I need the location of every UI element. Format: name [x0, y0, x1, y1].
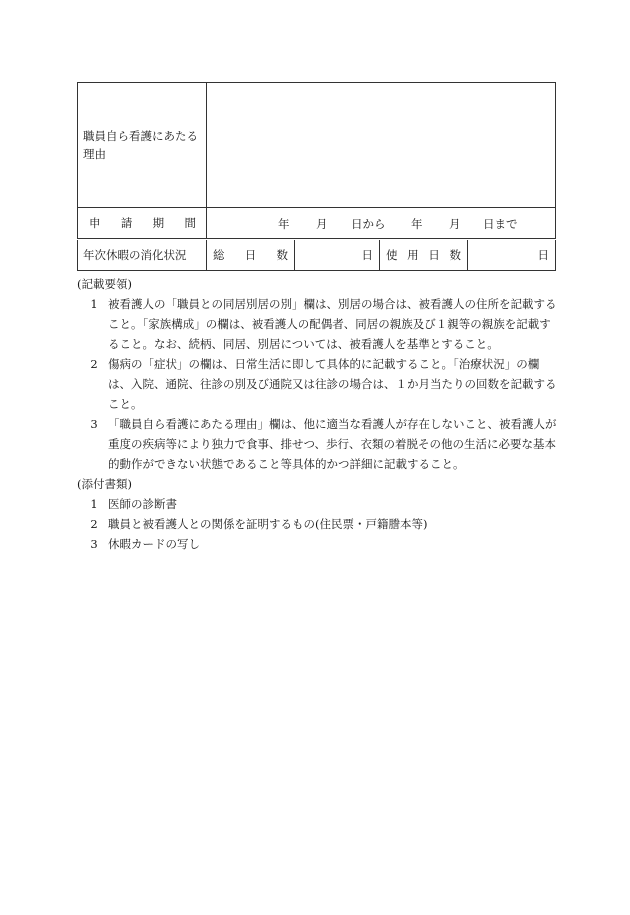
used-days-char: 使	[386, 247, 398, 262]
end-day-until: 日まで	[483, 217, 518, 231]
period-label	[78, 208, 207, 239]
reason-input-area[interactable]	[207, 83, 556, 208]
end-month-unit: 月	[449, 217, 461, 231]
used-days-unit: 日	[537, 247, 549, 262]
item-text: 職員と被看護人との関係を証明するもの(住民票・戸籍謄本等)	[108, 517, 428, 531]
item-number: 2	[90, 357, 98, 371]
attachment-item	[87, 514, 559, 534]
used-days-char: 用	[407, 247, 419, 262]
period-label-char: 申	[89, 216, 101, 230]
vacation-row	[78, 240, 556, 270]
period-dates[interactable]	[207, 208, 556, 239]
total-days-char: 総	[213, 247, 225, 262]
period-label-char: 期	[152, 216, 165, 230]
instructions-section	[77, 274, 559, 554]
application-form-table	[77, 82, 556, 239]
item-number: 3	[90, 537, 98, 551]
item-text: 休暇カードの写し	[108, 537, 200, 551]
instruction-item	[87, 294, 559, 354]
period-row	[78, 208, 556, 239]
total-days-label	[207, 240, 295, 270]
start-month-unit: 月	[316, 217, 328, 231]
used-days-char: 数	[449, 247, 461, 262]
item-text: 被看護人の「職員との同居別居の別」欄は、別居の場合は、被看護人の住所を記載すること。「家族構成」の欄は、被看護人の配偶者、同居の親族及び１親等の親族を記載すること。なお、続柄、同居、別居については、被看護人を基準とすること。	[108, 297, 557, 351]
end-year-unit: 年	[411, 217, 423, 231]
reason-label: 職員自ら看護にあたる理由	[78, 83, 207, 208]
total-days-char: 日	[244, 247, 257, 262]
used-days-value[interactable]	[468, 240, 556, 270]
instruction-item	[87, 414, 559, 474]
attachments-heading: (添付書類)	[77, 477, 132, 491]
start-year-unit: 年	[278, 217, 290, 231]
total-days-value[interactable]	[295, 240, 380, 270]
vacation-status-table	[77, 240, 556, 271]
item-number: 3	[90, 417, 98, 431]
item-number: 2	[90, 517, 98, 531]
period-label-char: 間	[184, 216, 196, 230]
attachment-item	[87, 534, 559, 554]
item-text: 「職員自ら看護にあたる理由」欄は、他に適当な看護人が存在しないこと、被看護人が重度の疾病等により独力で食事、排せつ、歩行、衣類の着脱その他の生活に必要な基本的動作ができない状態であること等具体的かつ詳細に記載すること。	[108, 417, 557, 471]
item-number: 1	[90, 297, 98, 311]
used-days-char: 日	[428, 247, 440, 262]
vacation-label: 年次休暇の消化状況	[78, 240, 207, 270]
used-days-label	[380, 240, 468, 270]
start-day-from: 日から	[351, 217, 386, 231]
attachment-item	[87, 494, 559, 514]
item-text: 医師の診断書	[108, 497, 177, 511]
total-days-char: 数	[276, 247, 288, 262]
instruction-item	[87, 354, 559, 414]
period-label-char: 請	[120, 216, 133, 230]
item-text: 傷病の「症状」の欄は、日常生活に即して具体的に記載すること。「治療状況」の欄は、入院、通院、往診の別及び通院又は往診の場合は、１か月当たりの回数を記載すること。	[108, 357, 557, 411]
total-days-unit: 日	[361, 247, 373, 262]
item-number: 1	[90, 497, 98, 511]
instructions-heading: (記載要領)	[77, 277, 132, 291]
reason-row	[78, 83, 556, 208]
